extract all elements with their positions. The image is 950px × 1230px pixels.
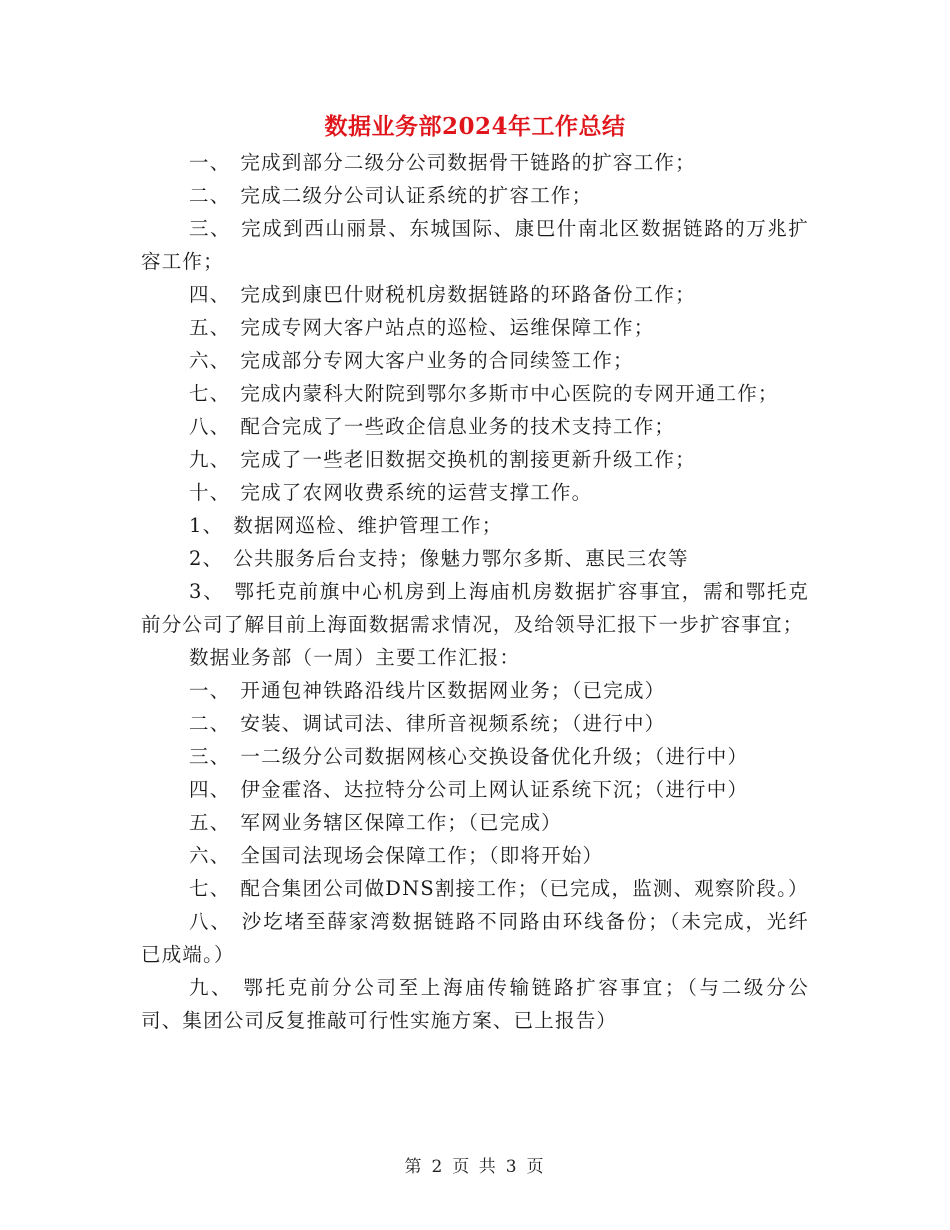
item-number: 八、 — [189, 910, 232, 933]
item-text: 数据业务部（一周）主要工作汇报： — [189, 646, 521, 669]
paragraph — [141, 410, 809, 443]
item-text: 完成专网大客户站点的巡检、运维保障工作； — [240, 316, 655, 339]
item-text: 一二级分公司数据网核心交换设备优化升级；（进行中） — [240, 745, 749, 768]
page-footer — [0, 1152, 950, 1177]
paragraph — [141, 179, 809, 212]
item-number: 1、 — [189, 514, 224, 537]
item-text: 鄂托克前分公司至上海庙传输链路扩容事宜；（与二级分公司、集团公司反复推敲可行性实施方案、已上报告） — [141, 976, 809, 1032]
item-number: 二、 — [189, 184, 231, 207]
item-text: 完成内蒙科大附院到鄂尔多斯市中心医院的专网开通工作； — [240, 382, 779, 405]
item-text: 完成了农网收费系统的运营支撑工作。 — [240, 481, 593, 504]
item-text: 完成了一些老旧数据交换机的割接更新升级工作； — [240, 448, 696, 471]
item-text: 配合完成了一些政企信息业务的技术支持工作； — [240, 415, 676, 438]
item-number: 十、 — [189, 481, 231, 504]
paragraph — [141, 311, 809, 344]
paragraph — [141, 575, 809, 641]
item-text: 配合集团公司做DNS割接工作；（已完成，监测、观察阶段。） — [240, 877, 809, 900]
item-number: 2、 — [189, 547, 224, 570]
item-text: 完成部分专网大客户业务的合同续签工作； — [240, 349, 634, 372]
paragraph — [141, 476, 809, 509]
paragraph — [141, 278, 809, 311]
item-number: 七、 — [189, 382, 231, 405]
paragraph — [141, 443, 809, 476]
item-text: 沙圪堵至薛家湾数据链路不同路由环线备份；（未完成，光纤已成端。） — [141, 910, 809, 966]
footer-suffix: 页 — [526, 1157, 546, 1177]
item-text: 数据网巡检、维护管理工作； — [233, 514, 503, 537]
paragraph — [141, 707, 809, 740]
item-number: 三、 — [189, 745, 231, 768]
item-number: 六、 — [189, 349, 231, 372]
item-number: 七、 — [189, 877, 231, 900]
item-text: 完成二级分公司认证系统的扩容工作； — [240, 184, 593, 207]
item-number: 六、 — [189, 844, 231, 867]
total-pages: 3 — [505, 1157, 519, 1177]
paragraph — [141, 542, 809, 575]
item-number: 三、 — [189, 217, 232, 240]
item-number: 九、 — [189, 976, 234, 999]
paragraph — [141, 905, 809, 971]
item-number: 一、 — [189, 679, 231, 702]
paragraph — [141, 872, 809, 905]
item-number: 四、 — [189, 283, 231, 306]
item-number: 四、 — [189, 778, 231, 801]
item-number: 五、 — [189, 811, 231, 834]
item-number: 二、 — [189, 712, 231, 735]
paragraph — [141, 377, 809, 410]
item-text: 伊金霍洛、达拉特分公司上网认证系统下沉；（进行中） — [240, 778, 749, 801]
item-text: 军网业务辖区保障工作；（已完成） — [240, 811, 562, 834]
paragraph — [141, 839, 809, 872]
paragraph — [141, 509, 809, 542]
item-text: 开通包神铁路沿线片区数据网业务；（已完成） — [240, 679, 666, 702]
item-number: 九、 — [189, 448, 231, 471]
item-text: 公共服务后台支持；像魅力鄂尔多斯、惠民三农等 — [233, 547, 689, 570]
item-text: 鄂托克前旗中心机房到上海庙机房数据扩容事宜，需和鄂托克前分公司了解目前上海面数据需求情况，及给领导汇报下一步扩容事宜； — [141, 580, 809, 636]
paragraph — [141, 212, 809, 278]
footer-mid: 页 共 — [452, 1157, 498, 1177]
item-text: 全国司法现场会保障工作；（即将开始） — [240, 844, 604, 867]
paragraph — [141, 146, 809, 179]
footer-prefix: 第 — [404, 1157, 424, 1177]
item-number: 八、 — [189, 415, 231, 438]
item-number: 五、 — [189, 316, 231, 339]
page-number: 2 — [431, 1157, 445, 1177]
item-text: 完成到西山丽景、东城国际、康巴什南北区数据链路的万兆扩容工作； — [141, 217, 809, 273]
paragraph — [141, 971, 809, 1037]
item-number: 一、 — [189, 151, 231, 174]
paragraph — [141, 806, 809, 839]
item-text: 完成到康巴什财税机房数据链路的环路备份工作； — [240, 283, 696, 306]
document-body — [141, 146, 809, 1037]
paragraph — [141, 344, 809, 377]
item-number: 3、 — [189, 580, 225, 603]
item-text: 安装、调试司法、律所音视频系统；（进行中） — [240, 712, 666, 735]
section-heading — [141, 641, 809, 674]
paragraph — [141, 740, 809, 773]
page-title: 数据业务部2024年工作总结 — [324, 113, 626, 140]
item-text: 完成到部分二级分公司数据骨干链路的扩容工作； — [240, 151, 696, 174]
paragraph — [141, 674, 809, 707]
paragraph — [141, 773, 809, 806]
